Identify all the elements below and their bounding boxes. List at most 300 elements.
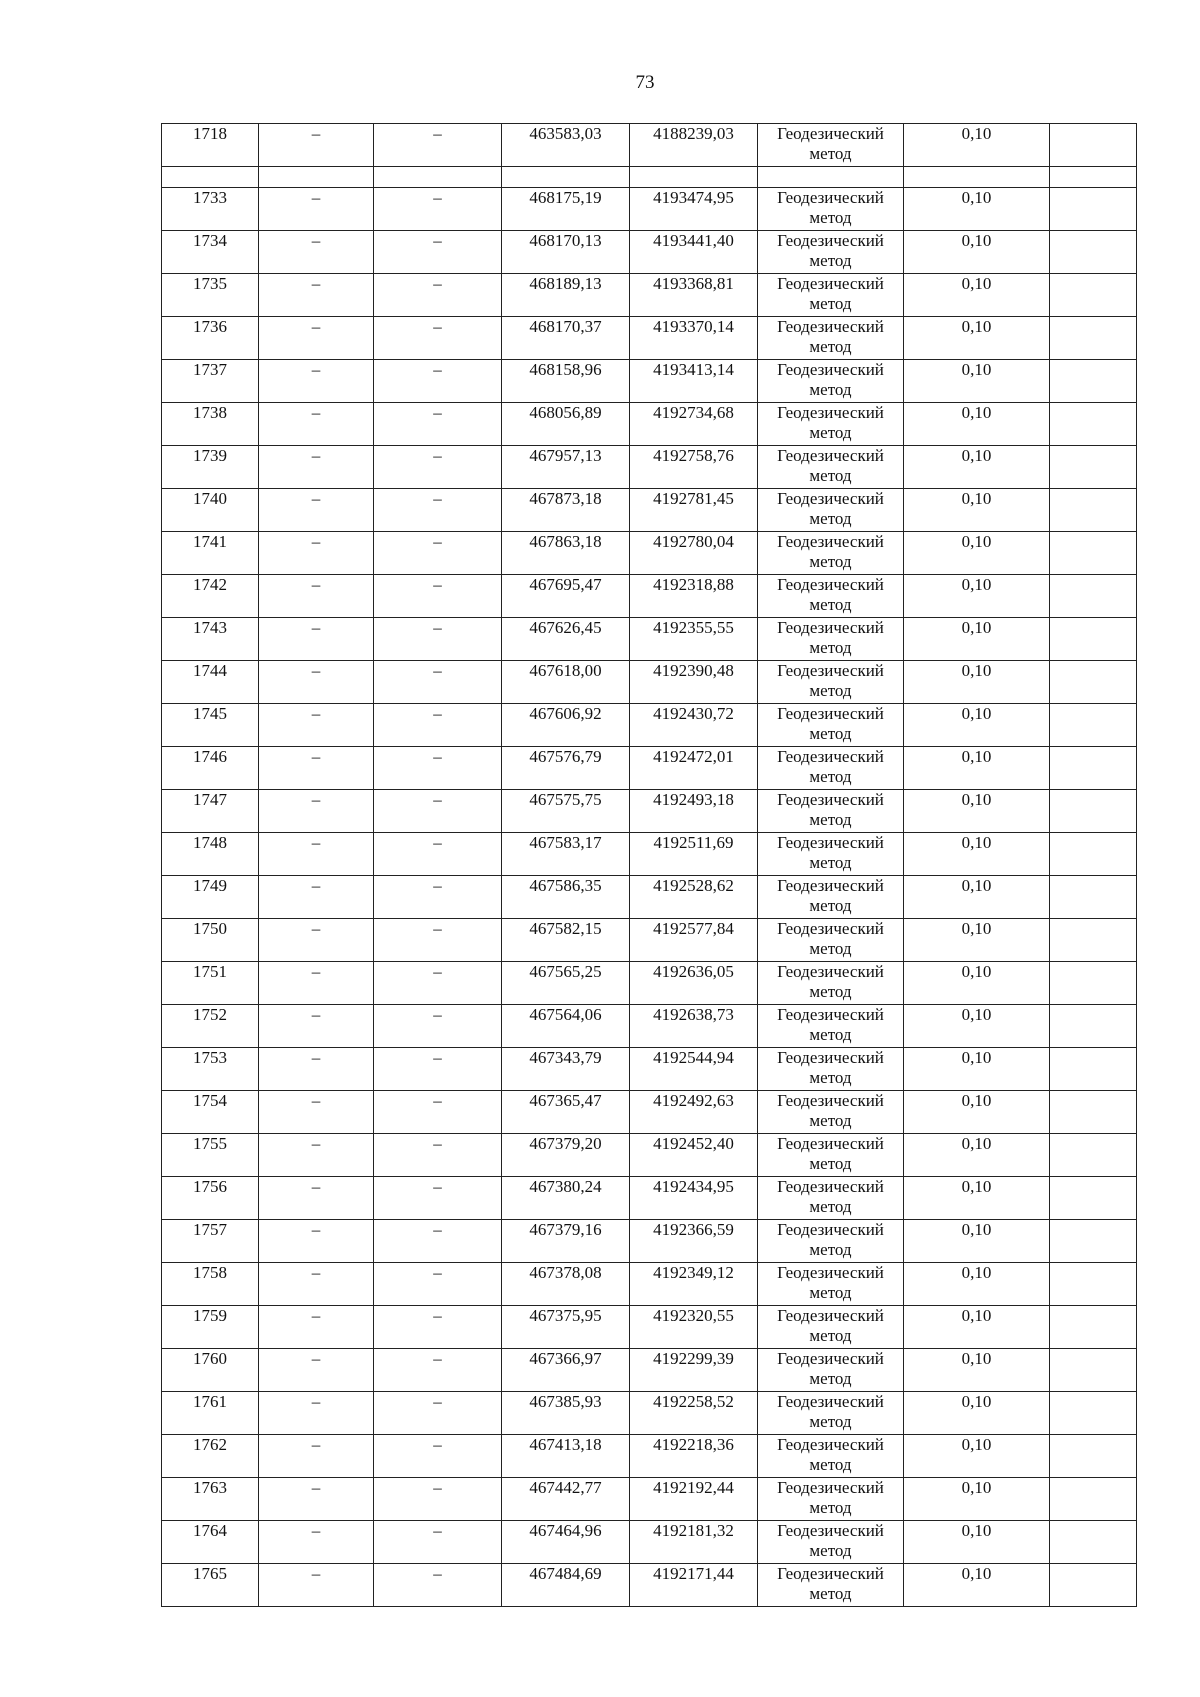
accuracy-cell: 0,10: [904, 1564, 1050, 1607]
method-line-1: Геодезический: [777, 790, 884, 809]
table-row: [162, 1134, 1137, 1177]
table-row: [162, 124, 1137, 167]
method-cell: [758, 446, 904, 489]
method-line-1: Геодезический: [777, 403, 884, 422]
method-line-2: метод: [809, 939, 852, 958]
x-coordinate-cell: 467365,47: [502, 1091, 630, 1134]
point-number-cell: 1734: [162, 231, 259, 274]
method-line-1: Геодезический: [777, 1564, 884, 1583]
blank-cell: [502, 167, 630, 188]
table-row: [162, 919, 1137, 962]
dash-cell: –: [259, 188, 374, 231]
method-line-1: Геодезический: [777, 124, 884, 143]
dash-cell: –: [259, 1306, 374, 1349]
x-coordinate-cell: 468170,37: [502, 317, 630, 360]
method-line-2: метод: [809, 208, 852, 227]
method-line-1: Геодезический: [777, 1478, 884, 1497]
table-row: [162, 1091, 1137, 1134]
method-line-2: метод: [809, 810, 852, 829]
accuracy-cell: 0,10: [904, 876, 1050, 919]
method-line-1: Геодезический: [777, 1435, 884, 1454]
x-coordinate-cell: 467575,75: [502, 790, 630, 833]
dash-cell: –: [374, 274, 502, 317]
empty-cell: [1050, 446, 1137, 489]
method-line-2: метод: [809, 337, 852, 356]
method-line-1: Геодезический: [777, 1392, 884, 1411]
table-row: [162, 661, 1137, 704]
empty-cell: [1050, 1564, 1137, 1607]
dash-cell: –: [259, 962, 374, 1005]
dash-cell: –: [259, 1048, 374, 1091]
x-coordinate-cell: 467618,00: [502, 661, 630, 704]
y-coordinate-cell: 4193413,14: [630, 360, 758, 403]
method-line-1: Геодезический: [777, 704, 884, 723]
accuracy-cell: 0,10: [904, 833, 1050, 876]
empty-cell: [1050, 1005, 1137, 1048]
accuracy-cell: 0,10: [904, 188, 1050, 231]
dash-cell: –: [374, 124, 502, 167]
accuracy-cell: 0,10: [904, 790, 1050, 833]
blank-row: [162, 167, 1137, 188]
point-number-cell: 1756: [162, 1177, 259, 1220]
empty-cell: [1050, 1521, 1137, 1564]
dash-cell: –: [374, 1478, 502, 1521]
y-coordinate-cell: 4192355,55: [630, 618, 758, 661]
empty-cell: [1050, 575, 1137, 618]
x-coordinate-cell: 467606,92: [502, 704, 630, 747]
dash-cell: –: [374, 790, 502, 833]
table-row: [162, 747, 1137, 790]
method-line-1: Геодезический: [777, 360, 884, 379]
point-number-cell: 1733: [162, 188, 259, 231]
method-cell: [758, 1005, 904, 1048]
dash-cell: –: [259, 618, 374, 661]
dash-cell: –: [374, 1564, 502, 1607]
accuracy-cell: 0,10: [904, 575, 1050, 618]
x-coordinate-cell: 467413,18: [502, 1435, 630, 1478]
dash-cell: –: [259, 489, 374, 532]
method-cell: [758, 403, 904, 446]
y-coordinate-cell: 4192349,12: [630, 1263, 758, 1306]
x-coordinate-cell: 467484,69: [502, 1564, 630, 1607]
y-coordinate-cell: 4192528,62: [630, 876, 758, 919]
method-line-2: метод: [809, 681, 852, 700]
dash-cell: –: [374, 1220, 502, 1263]
method-line-1: Геодезический: [777, 188, 884, 207]
table-row: [162, 274, 1137, 317]
y-coordinate-cell: 4192171,44: [630, 1564, 758, 1607]
blank-cell: [1050, 167, 1137, 188]
table-row: [162, 446, 1137, 489]
dash-cell: –: [374, 661, 502, 704]
empty-cell: [1050, 403, 1137, 446]
table-row: [162, 1177, 1137, 1220]
dash-cell: –: [374, 747, 502, 790]
blank-cell: [904, 167, 1050, 188]
empty-cell: [1050, 1306, 1137, 1349]
table-row: [162, 833, 1137, 876]
dash-cell: –: [374, 446, 502, 489]
dash-cell: –: [259, 1134, 374, 1177]
x-coordinate-cell: 467583,17: [502, 833, 630, 876]
x-coordinate-cell: 468170,13: [502, 231, 630, 274]
y-coordinate-cell: 4192218,36: [630, 1435, 758, 1478]
accuracy-cell: 0,10: [904, 962, 1050, 1005]
dash-cell: –: [259, 1564, 374, 1607]
method-cell: [758, 962, 904, 1005]
x-coordinate-cell: 467378,08: [502, 1263, 630, 1306]
dash-cell: –: [374, 876, 502, 919]
y-coordinate-cell: 4192636,05: [630, 962, 758, 1005]
table-row: [162, 1005, 1137, 1048]
method-line-1: Геодезический: [777, 317, 884, 336]
method-line-1: Геодезический: [777, 919, 884, 938]
point-number-cell: 1743: [162, 618, 259, 661]
method-line-1: Геодезический: [777, 618, 884, 637]
y-coordinate-cell: 4193474,95: [630, 188, 758, 231]
point-number-cell: 1762: [162, 1435, 259, 1478]
point-number-cell: 1765: [162, 1564, 259, 1607]
table-row: [162, 790, 1137, 833]
point-number-cell: 1718: [162, 124, 259, 167]
dash-cell: –: [259, 1435, 374, 1478]
x-coordinate-cell: 467695,47: [502, 575, 630, 618]
method-line-1: Геодезический: [777, 1349, 884, 1368]
method-line-1: Геодезический: [777, 575, 884, 594]
empty-cell: [1050, 661, 1137, 704]
y-coordinate-cell: 4192492,63: [630, 1091, 758, 1134]
accuracy-cell: 0,10: [904, 747, 1050, 790]
blank-cell: [259, 167, 374, 188]
point-number-cell: 1742: [162, 575, 259, 618]
table-row: [162, 188, 1137, 231]
accuracy-cell: 0,10: [904, 661, 1050, 704]
y-coordinate-cell: 4192781,45: [630, 489, 758, 532]
x-coordinate-cell: 467863,18: [502, 532, 630, 575]
accuracy-cell: 0,10: [904, 446, 1050, 489]
method-line-1: Геодезический: [777, 446, 884, 465]
dash-cell: –: [374, 704, 502, 747]
dash-cell: –: [374, 1521, 502, 1564]
method-line-1: Геодезический: [777, 1177, 884, 1196]
table-row: [162, 403, 1137, 446]
accuracy-cell: 0,10: [904, 1521, 1050, 1564]
point-number-cell: 1744: [162, 661, 259, 704]
dash-cell: –: [259, 1478, 374, 1521]
point-number-cell: 1764: [162, 1521, 259, 1564]
method-cell: [758, 575, 904, 618]
method-line-2: метод: [809, 853, 852, 872]
method-cell: [758, 1263, 904, 1306]
table-row: [162, 1435, 1137, 1478]
method-line-1: Геодезический: [777, 532, 884, 551]
table-row: [162, 1478, 1137, 1521]
table-row: [162, 618, 1137, 661]
empty-cell: [1050, 1134, 1137, 1177]
point-number-cell: 1757: [162, 1220, 259, 1263]
method-cell: [758, 790, 904, 833]
method-line-2: метод: [809, 1068, 852, 1087]
method-cell: [758, 1478, 904, 1521]
empty-cell: [1050, 1392, 1137, 1435]
empty-cell: [1050, 274, 1137, 317]
method-line-1: Геодезический: [777, 747, 884, 766]
table-row: [162, 532, 1137, 575]
accuracy-cell: 0,10: [904, 1392, 1050, 1435]
y-coordinate-cell: 4192472,01: [630, 747, 758, 790]
empty-cell: [1050, 1478, 1137, 1521]
dash-cell: –: [374, 532, 502, 575]
table-row: [162, 360, 1137, 403]
method-cell: [758, 1220, 904, 1263]
method-cell: [758, 876, 904, 919]
y-coordinate-cell: 4192734,68: [630, 403, 758, 446]
dash-cell: –: [259, 704, 374, 747]
y-coordinate-cell: 4192258,52: [630, 1392, 758, 1435]
method-line-1: Геодезический: [777, 231, 884, 250]
empty-cell: [1050, 360, 1137, 403]
accuracy-cell: 0,10: [904, 1263, 1050, 1306]
empty-cell: [1050, 747, 1137, 790]
method-cell: [758, 1392, 904, 1435]
method-line-2: метод: [809, 423, 852, 442]
dash-cell: –: [374, 360, 502, 403]
accuracy-cell: 0,10: [904, 274, 1050, 317]
x-coordinate-cell: 467379,16: [502, 1220, 630, 1263]
dash-cell: –: [259, 360, 374, 403]
x-coordinate-cell: 467366,97: [502, 1349, 630, 1392]
point-number-cell: 1759: [162, 1306, 259, 1349]
table-row: [162, 1392, 1137, 1435]
dash-cell: –: [259, 1349, 374, 1392]
y-coordinate-cell: 4192493,18: [630, 790, 758, 833]
empty-cell: [1050, 704, 1137, 747]
blank-cell: [758, 167, 904, 188]
point-number-cell: 1736: [162, 317, 259, 360]
point-number-cell: 1755: [162, 1134, 259, 1177]
blank-cell: [162, 167, 259, 188]
method-line-1: Геодезический: [777, 489, 884, 508]
empty-cell: [1050, 790, 1137, 833]
method-cell: [758, 124, 904, 167]
method-line-2: метод: [809, 1111, 852, 1130]
method-line-1: Геодезический: [777, 1134, 884, 1153]
x-coordinate-cell: 467375,95: [502, 1306, 630, 1349]
page-number: 73: [635, 72, 655, 93]
y-coordinate-cell: 4192192,44: [630, 1478, 758, 1521]
table-row: [162, 231, 1137, 274]
y-coordinate-cell: 4192318,88: [630, 575, 758, 618]
table-row: [162, 575, 1137, 618]
table-body: [162, 124, 1137, 1607]
table-row: [162, 489, 1137, 532]
method-line-1: Геодезический: [777, 1306, 884, 1325]
point-number-cell: 1749: [162, 876, 259, 919]
method-cell: [758, 1048, 904, 1091]
method-line-2: метод: [809, 1154, 852, 1173]
method-line-2: метод: [809, 1412, 852, 1431]
dash-cell: –: [374, 1306, 502, 1349]
dash-cell: –: [374, 618, 502, 661]
point-number-cell: 1735: [162, 274, 259, 317]
table-row: [162, 1349, 1137, 1392]
accuracy-cell: 0,10: [904, 1005, 1050, 1048]
x-coordinate-cell: 467564,06: [502, 1005, 630, 1048]
dash-cell: –: [374, 489, 502, 532]
accuracy-cell: 0,10: [904, 360, 1050, 403]
dash-cell: –: [259, 876, 374, 919]
dash-cell: –: [259, 919, 374, 962]
method-line-1: Геодезический: [777, 1048, 884, 1067]
x-coordinate-cell: 467380,24: [502, 1177, 630, 1220]
method-line-2: метод: [809, 1369, 852, 1388]
method-cell: [758, 1306, 904, 1349]
dash-cell: –: [259, 1177, 374, 1220]
method-cell: [758, 274, 904, 317]
dash-cell: –: [259, 317, 374, 360]
method-cell: [758, 618, 904, 661]
empty-cell: [1050, 618, 1137, 661]
y-coordinate-cell: 4192390,48: [630, 661, 758, 704]
point-number-cell: 1751: [162, 962, 259, 1005]
point-number-cell: 1738: [162, 403, 259, 446]
method-line-2: метод: [809, 767, 852, 786]
empty-cell: [1050, 188, 1137, 231]
point-number-cell: 1753: [162, 1048, 259, 1091]
x-coordinate-cell: 467582,15: [502, 919, 630, 962]
method-line-2: метод: [809, 1455, 852, 1474]
method-line-2: метод: [809, 1025, 852, 1044]
accuracy-cell: 0,10: [904, 1091, 1050, 1134]
dash-cell: –: [374, 1392, 502, 1435]
point-number-cell: 1739: [162, 446, 259, 489]
dash-cell: –: [374, 919, 502, 962]
method-line-1: Геодезический: [777, 1091, 884, 1110]
method-line-2: метод: [809, 1498, 852, 1517]
x-coordinate-cell: 468158,96: [502, 360, 630, 403]
accuracy-cell: 0,10: [904, 1048, 1050, 1091]
empty-cell: [1050, 1435, 1137, 1478]
dash-cell: –: [374, 1349, 502, 1392]
dash-cell: –: [374, 1048, 502, 1091]
y-coordinate-cell: 4192577,84: [630, 919, 758, 962]
method-cell: [758, 833, 904, 876]
dash-cell: –: [259, 575, 374, 618]
method-cell: [758, 1564, 904, 1607]
table-row: [162, 1048, 1137, 1091]
method-cell: [758, 1521, 904, 1564]
method-line-1: Геодезический: [777, 1521, 884, 1540]
accuracy-cell: 0,10: [904, 231, 1050, 274]
dash-cell: –: [259, 833, 374, 876]
x-coordinate-cell: 467576,79: [502, 747, 630, 790]
dash-cell: –: [374, 1263, 502, 1306]
empty-cell: [1050, 489, 1137, 532]
y-coordinate-cell: 4192320,55: [630, 1306, 758, 1349]
point-number-cell: 1750: [162, 919, 259, 962]
method-line-1: Геодезический: [777, 274, 884, 293]
method-cell: [758, 1435, 904, 1478]
empty-cell: [1050, 833, 1137, 876]
point-number-cell: 1763: [162, 1478, 259, 1521]
method-line-2: метод: [809, 1584, 852, 1603]
method-cell: [758, 188, 904, 231]
x-coordinate-cell: 467385,93: [502, 1392, 630, 1435]
dash-cell: –: [374, 1091, 502, 1134]
method-line-1: Геодезический: [777, 661, 884, 680]
dash-cell: –: [374, 962, 502, 1005]
x-coordinate-cell: 468189,13: [502, 274, 630, 317]
accuracy-cell: 0,10: [904, 618, 1050, 661]
y-coordinate-cell: 4192366,59: [630, 1220, 758, 1263]
method-line-2: метод: [809, 1326, 852, 1345]
method-cell: [758, 532, 904, 575]
table-row: [162, 1564, 1137, 1607]
dash-cell: –: [374, 188, 502, 231]
method-cell: [758, 1091, 904, 1134]
accuracy-cell: 0,10: [904, 124, 1050, 167]
empty-cell: [1050, 876, 1137, 919]
y-coordinate-cell: 4192299,39: [630, 1349, 758, 1392]
point-number-cell: 1745: [162, 704, 259, 747]
method-line-2: метод: [809, 1541, 852, 1560]
table-row: [162, 1263, 1137, 1306]
method-line-1: Геодезический: [777, 962, 884, 981]
table-row: [162, 704, 1137, 747]
dash-cell: –: [259, 747, 374, 790]
empty-cell: [1050, 231, 1137, 274]
accuracy-cell: 0,10: [904, 489, 1050, 532]
method-cell: [758, 919, 904, 962]
method-line-1: Геодезический: [777, 1263, 884, 1282]
x-coordinate-cell: 468056,89: [502, 403, 630, 446]
coordinates-table: [161, 123, 1137, 1607]
y-coordinate-cell: 4192452,40: [630, 1134, 758, 1177]
accuracy-cell: 0,10: [904, 1306, 1050, 1349]
x-coordinate-cell: 467379,20: [502, 1134, 630, 1177]
point-number-cell: 1758: [162, 1263, 259, 1306]
point-number-cell: 1746: [162, 747, 259, 790]
method-line-2: метод: [809, 251, 852, 270]
method-cell: [758, 231, 904, 274]
dash-cell: –: [259, 231, 374, 274]
method-cell: [758, 1134, 904, 1177]
dash-cell: –: [259, 1521, 374, 1564]
dash-cell: –: [259, 1091, 374, 1134]
method-cell: [758, 704, 904, 747]
accuracy-cell: 0,10: [904, 1435, 1050, 1478]
x-coordinate-cell: 467626,45: [502, 618, 630, 661]
accuracy-cell: 0,10: [904, 1349, 1050, 1392]
table-row: [162, 1521, 1137, 1564]
method-line-2: метод: [809, 982, 852, 1001]
y-coordinate-cell: 4192434,95: [630, 1177, 758, 1220]
method-line-2: метод: [809, 638, 852, 657]
dash-cell: –: [374, 1177, 502, 1220]
point-number-cell: 1741: [162, 532, 259, 575]
point-number-cell: 1754: [162, 1091, 259, 1134]
empty-cell: [1050, 962, 1137, 1005]
method-line-1: Геодезический: [777, 1220, 884, 1239]
empty-cell: [1050, 1349, 1137, 1392]
empty-cell: [1050, 532, 1137, 575]
dash-cell: –: [259, 274, 374, 317]
blank-cell: [374, 167, 502, 188]
dash-cell: –: [259, 1005, 374, 1048]
x-coordinate-cell: 467957,13: [502, 446, 630, 489]
y-coordinate-cell: 4192181,32: [630, 1521, 758, 1564]
y-coordinate-cell: 4192430,72: [630, 704, 758, 747]
